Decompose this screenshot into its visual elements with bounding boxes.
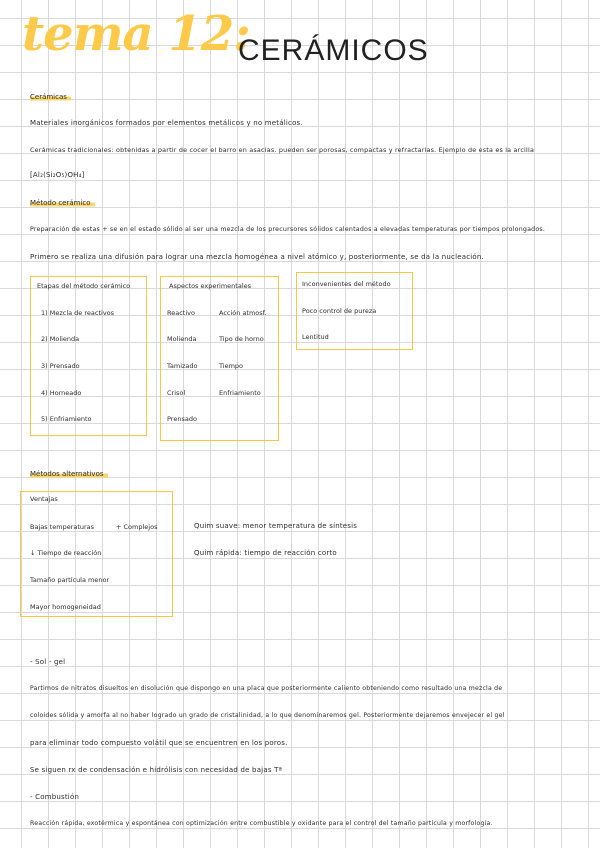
paragraph-traditional: Cerámicas tradicionales: obtenidas a partir de cocer el barro en asacias. pueden ser porosas, compactas y refractarias. Ejemplo de esta es la arcilla — [30, 146, 535, 154]
ventajas-title: Ventajas — [30, 495, 58, 503]
inconvenientes-box — [296, 272, 413, 350]
inconvenientes-title: Inconvenientes del método — [302, 280, 391, 288]
formula-arcilla: [Al₂(Si₂O₅)OH₄] — [30, 171, 85, 179]
combustion-line: Reacción rápida, exotérmica y espontánea con optimización entre combustible y oxidante para el control del tamaño partícula y morfología. — [30, 820, 493, 827]
etapa-item: 1) Mezcla de reactivos — [41, 309, 115, 317]
aspecto-item: Molienda — [167, 335, 197, 343]
etapa-item: 5) Enfriamiento — [41, 415, 92, 423]
inconveniente-item: Poco control de pureza — [302, 307, 377, 315]
ventaja-item: Mayor homogeneidad — [30, 603, 101, 611]
aspecto-item: Acción atmosf. — [219, 309, 267, 317]
solgel-line: coloides sólida y amorfa al no haber logrado un grado de cristalinidad, a lo que denominaremos gel. Posteriormente dejaremos envejecer el gel — [30, 712, 505, 719]
aspecto-item: Reactivo — [167, 309, 195, 317]
paragraph-diffusion: Primero se realiza una difusión para lograr una mezcla homogénea a nivel atómico y, posteriormente, se da la nucleación. — [30, 253, 484, 261]
ventaja-item: Bajas temperaturas — [30, 523, 95, 531]
aspecto-item: Tipo de horno — [219, 335, 264, 343]
etapa-item: 4) Horneado — [41, 389, 82, 397]
solgel-line: Partimos de nitratos disueltos en disolución que dispongo en una placa que posteriormente caliento obteniendo como resultado una mezcla de — [30, 685, 503, 692]
aspecto-item: Tiempo — [219, 362, 244, 370]
aspecto-item: Enfriamiento — [219, 389, 261, 397]
quim-suave: Quim suave: menor temperatura de síntesis — [194, 522, 358, 530]
section-ceramicas: Cerámicas — [30, 92, 71, 102]
aspecto-item: Tamizado — [167, 362, 198, 370]
combustion-title: - Combustión — [30, 793, 80, 801]
ventaja-item: Tamaño partícula menor — [30, 576, 110, 584]
page-title: CERÁMICOS — [238, 34, 429, 67]
paragraph-preparation: Preparación de estas + se en el estado sólido al ser una mezcla de los precursores sólidos calentados a elevadas temperaturas por tiempos prolongados. — [30, 226, 546, 233]
inconveniente-item: Lentitud — [302, 333, 329, 341]
ventaja-item: ↓ Tiempo de reacción — [30, 549, 102, 557]
solgel-line: Se siguen rx de condensación e hidrólisis con necesidad de bajas Tª — [30, 766, 283, 774]
section-metodos-alternativos: Métodos alternativos — [30, 469, 108, 479]
title-tema: tema 12: — [22, 6, 250, 62]
etapa-item: 2) Molienda — [41, 335, 80, 343]
quim-rapida: Quim rápida: tiempo de reacción corto — [194, 549, 337, 557]
section-metodo-ceramico: Método cerámico — [30, 198, 95, 208]
solgel-title: - Sol - gel — [30, 658, 66, 666]
aspectos-box — [160, 276, 279, 441]
etapas-title: Etapas del método cerámico — [37, 282, 131, 290]
etapa-item: 3) Prensado — [41, 362, 80, 370]
etapas-box — [30, 276, 147, 436]
paragraph-definition: Materiales inorgánicos formados por elementos metálicos y no metálicos. — [30, 119, 303, 127]
aspecto-item: Crisol — [167, 389, 186, 397]
solgel-line: para eliminar todo compuesto volátil que se encuentren en los poros. — [30, 739, 288, 747]
aspectos-title: Aspectos experimentales — [169, 282, 252, 290]
aspecto-item: Prensado — [167, 415, 197, 423]
ventaja-extra: + Complejos — [116, 523, 158, 531]
ventajas-box — [20, 491, 173, 617]
